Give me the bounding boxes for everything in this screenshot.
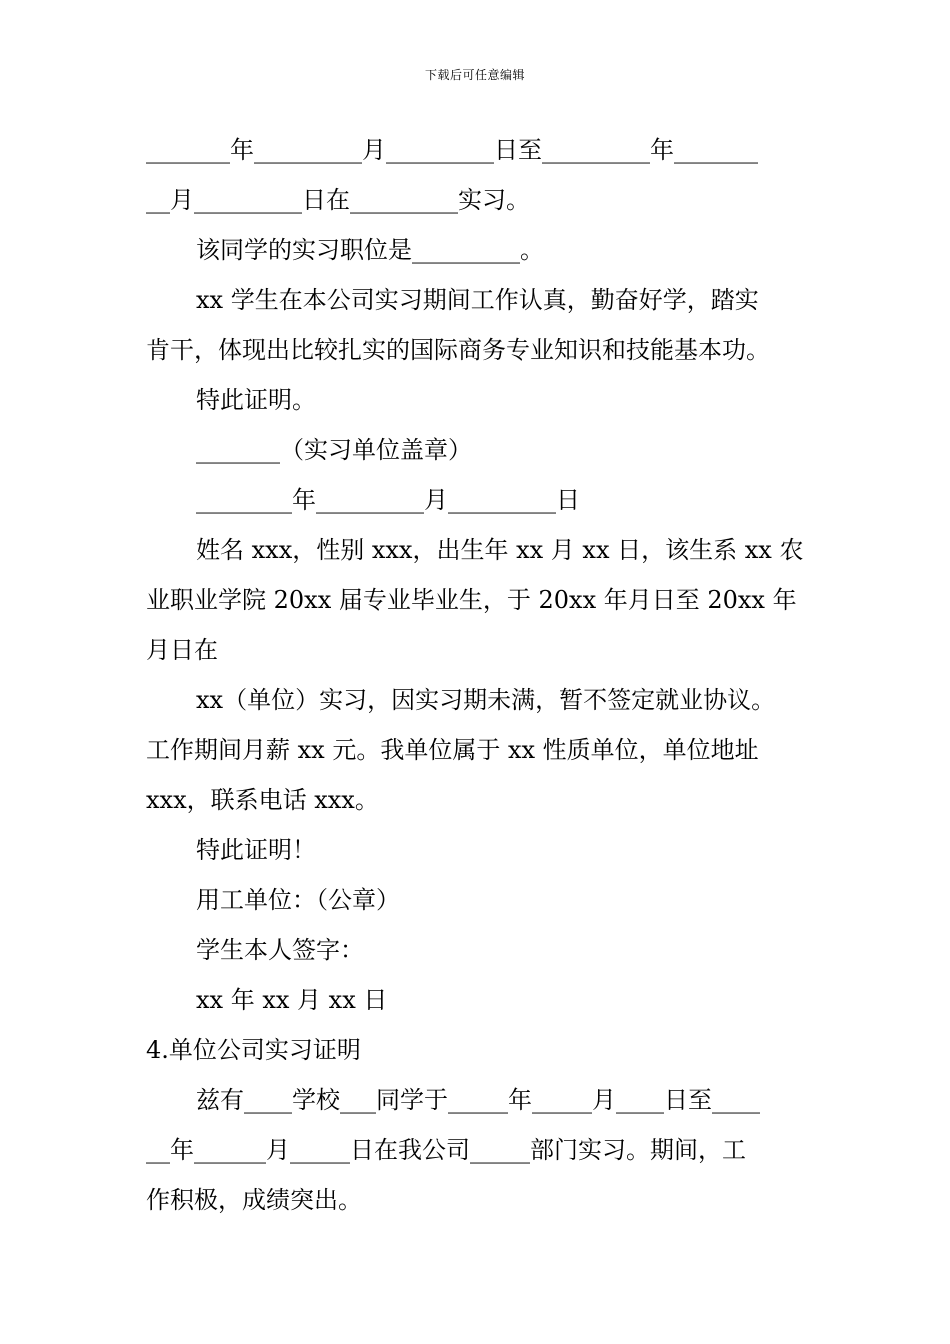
employer-seal-line: 用工单位：（公章） [196, 886, 400, 914]
certify-line-2: 特此证明！ [196, 836, 316, 864]
date-range-line: _______年_________月_________日至_________年_______ [146, 136, 758, 164]
company-certificate-line-3: 作积极，成绩突出。 [146, 1186, 362, 1214]
internship-status-line-2: 工作期间月薪 xx 元。我单位属于 xx 性质单位，单位地址 [146, 736, 759, 764]
certify-line-1: 特此证明。 [196, 386, 316, 414]
student-signature-line: 学生本人签字： [196, 936, 364, 964]
evaluation-line-1: xx 学生在本公司实习期间工作认真，勤奋好学，踏实 [196, 286, 759, 314]
page-header: 下载后可任意编辑 [424, 68, 525, 82]
company-certificate-line-2: __年______月_____日在我公司_____部门实习。期间，工 [146, 1136, 746, 1164]
evaluation-line-2: 肯干，体现出比较扎实的国际商务专业知识和技能基本功。 [146, 336, 770, 364]
internship-status-line-1: xx（单位）实习，因实习期未满，暂不签定就业协议。 [196, 686, 776, 714]
student-info-line-1: 姓名 xxx，性别 xxx，出生年 xx 月 xx 日，该生系 xx 农 [196, 536, 804, 564]
section-heading: 4.单位公司实习证明 [146, 1036, 361, 1064]
student-info-line-2: 业职业学院 20xx 届专业毕业生，于 20xx 年月日至 20xx 年 [146, 586, 797, 614]
signature-date-line-1: ________年_________月_________日 [196, 486, 580, 514]
seal-line: _______（实习单位盖章） [196, 436, 472, 464]
date-location-line: __月_________日在_________实习。 [146, 186, 530, 214]
student-info-line-3: 月日在 [146, 636, 218, 664]
position-line: 该同学的实习职位是_________。 [196, 236, 544, 264]
internship-status-line-3: xxx，联系电话 xxx。 [146, 786, 379, 814]
company-certificate-line-1: 兹有____学校___同学于_____年_____月____日至____ [196, 1086, 760, 1114]
signature-date-line-2: xx 年 xx 月 xx 日 [196, 986, 388, 1014]
